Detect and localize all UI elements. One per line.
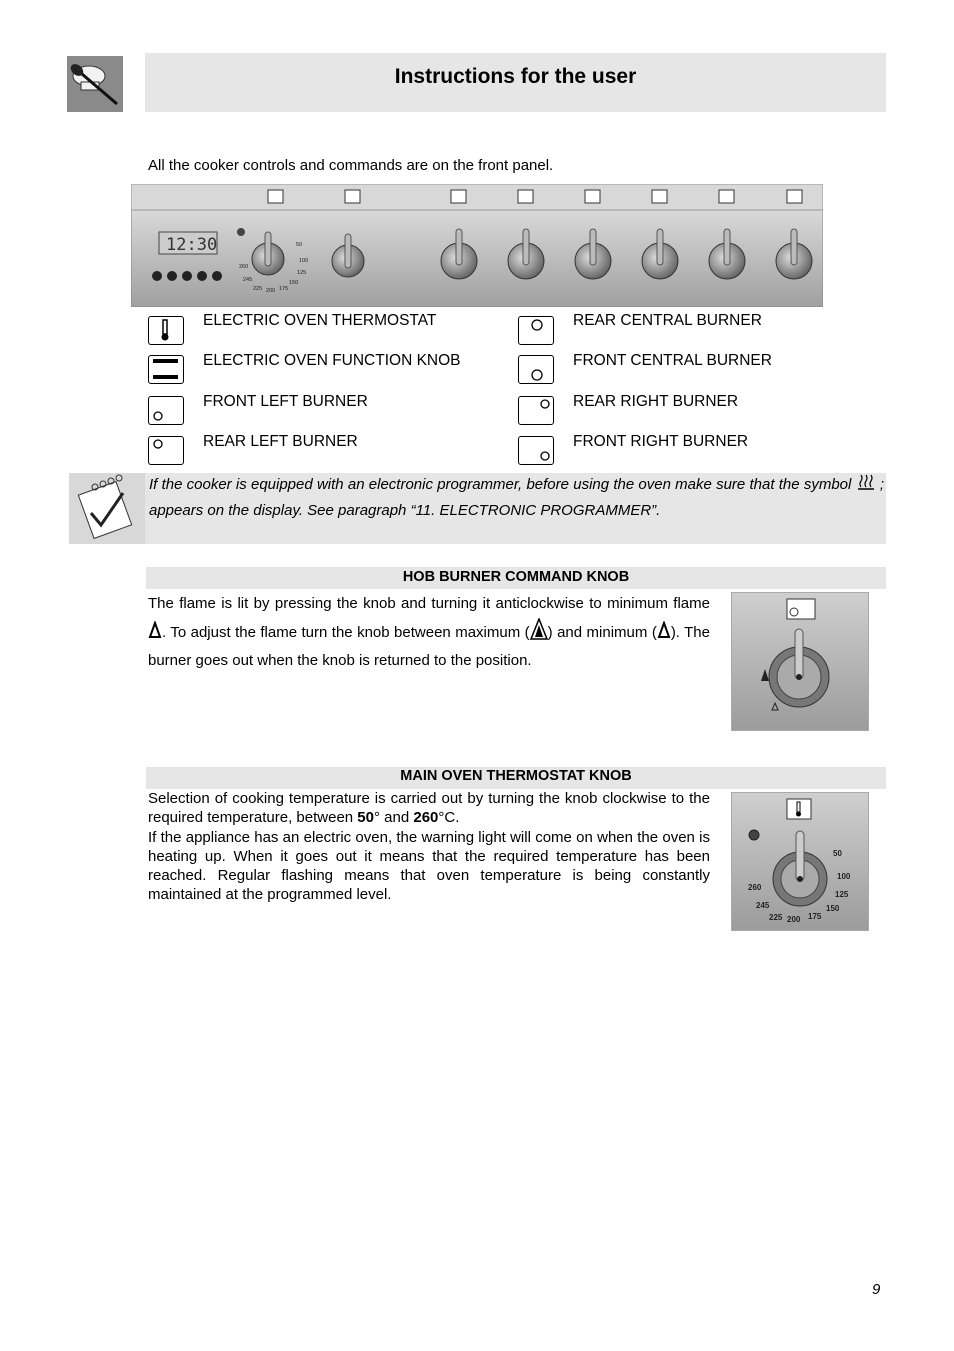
front-central-burner-icon [518,355,554,384]
steam-symbol-icon [856,473,876,491]
thermostat-section-title: MAIN OVEN THERMOSTAT KNOB [400,768,632,784]
intro-text: All the cooker controls and commands are on the front panel. [148,157,554,174]
legend-label: REAR LEFT BURNER [203,433,358,450]
thermo-text-1: Selection of cooking temperature is carried out by turning the knob clockwise to the required temperature, between [148,790,710,827]
rear-left-burner-icon [148,436,184,465]
rear-central-burner-icon [518,316,554,345]
hob-section-title: HOB BURNER COMMAND KNOB [402,569,630,585]
oven-function-icon [148,355,184,384]
min-flame-icon [148,621,162,639]
svg-text:260: 260 [239,264,249,270]
svg-text:200: 200 [266,288,276,294]
thermo-min-temp: 50 [357,809,374,827]
notepad-check-icon [69,473,145,544]
scale-175: 175 [808,912,822,921]
legend-label: ELECTRIC OVEN FUNCTION KNOB [203,352,461,369]
thermo-text-2: °C. [438,809,460,827]
svg-text:125: 125 [297,270,307,276]
thermo-max-temp: 260 [413,809,439,827]
legend-label: FRONT LEFT BURNER [203,393,368,410]
svg-text:50: 50 [296,242,303,248]
hob-text-2: . To adjust the flame turn the knob between maximum ( [162,624,530,641]
legend-label: REAR RIGHT BURNER [573,393,739,410]
page-number: 9 [872,1281,881,1298]
svg-text:150: 150 [289,280,299,286]
svg-text:100: 100 [299,258,309,264]
front-left-burner-icon [148,396,184,425]
chef-spoon-logo-icon [67,56,123,112]
hob-text-3: ) and minimum ( [547,624,657,641]
scale-125: 125 [835,890,849,899]
svg-text:225: 225 [253,286,263,292]
scale-245: 245 [756,901,770,910]
page-title: Instructions for the user [394,65,637,88]
scale-50: 50 [833,849,842,858]
thermostat-paragraph [148,789,710,905]
note-text-part2: ; appears on the display. See paragraph “11. ELECTRONIC PROGRAMMER”. [149,476,884,519]
legend-label: REAR CENTRAL BURNER [573,312,762,329]
max-flame-icon [530,618,548,640]
thermo-text-3: If the appliance has an electric oven, the warning light will come on when the oven is heating up. When it goes out it means that the required temperature has been reached. Regular flashing means that oven temperature is being constantly maintained at the programmed level. [148,828,710,904]
scale-150: 150 [826,904,840,913]
legend-label: FRONT CENTRAL BURNER [573,352,772,369]
thermostat-knob-photo [731,792,869,931]
min-flame-icon [657,621,671,639]
hob-text-1: The flame is lit by pressing the knob and turning it anticlockwise to minimum flame [148,595,710,612]
svg-text:245: 245 [243,277,253,283]
thermo-text-and: ° and [373,809,410,827]
note-text-part1: If the cooker is equipped with an electronic programmer, before using the oven make sure that the symbol [149,476,852,493]
thermometer-icon [148,316,184,345]
note-text [149,472,884,524]
burner-knob-photo [731,592,869,731]
rear-right-burner-icon [518,396,554,425]
panel-clock-display: 12:30 [166,235,218,255]
legend-label: ELECTRIC OVEN THERMOSTAT [203,312,437,329]
legend-label: FRONT RIGHT BURNER [573,433,749,450]
scale-200: 200 [787,915,801,924]
scale-260: 260 [748,883,762,892]
hob-text-4: ). The burner goes out when the knob is returned to the position. [148,624,710,669]
scale-225: 225 [769,913,783,922]
svg-text:175: 175 [279,286,289,292]
hob-paragraph [148,590,710,675]
control-panel-illustration [131,184,823,307]
front-right-burner-icon [518,436,554,465]
scale-100: 100 [837,872,851,881]
